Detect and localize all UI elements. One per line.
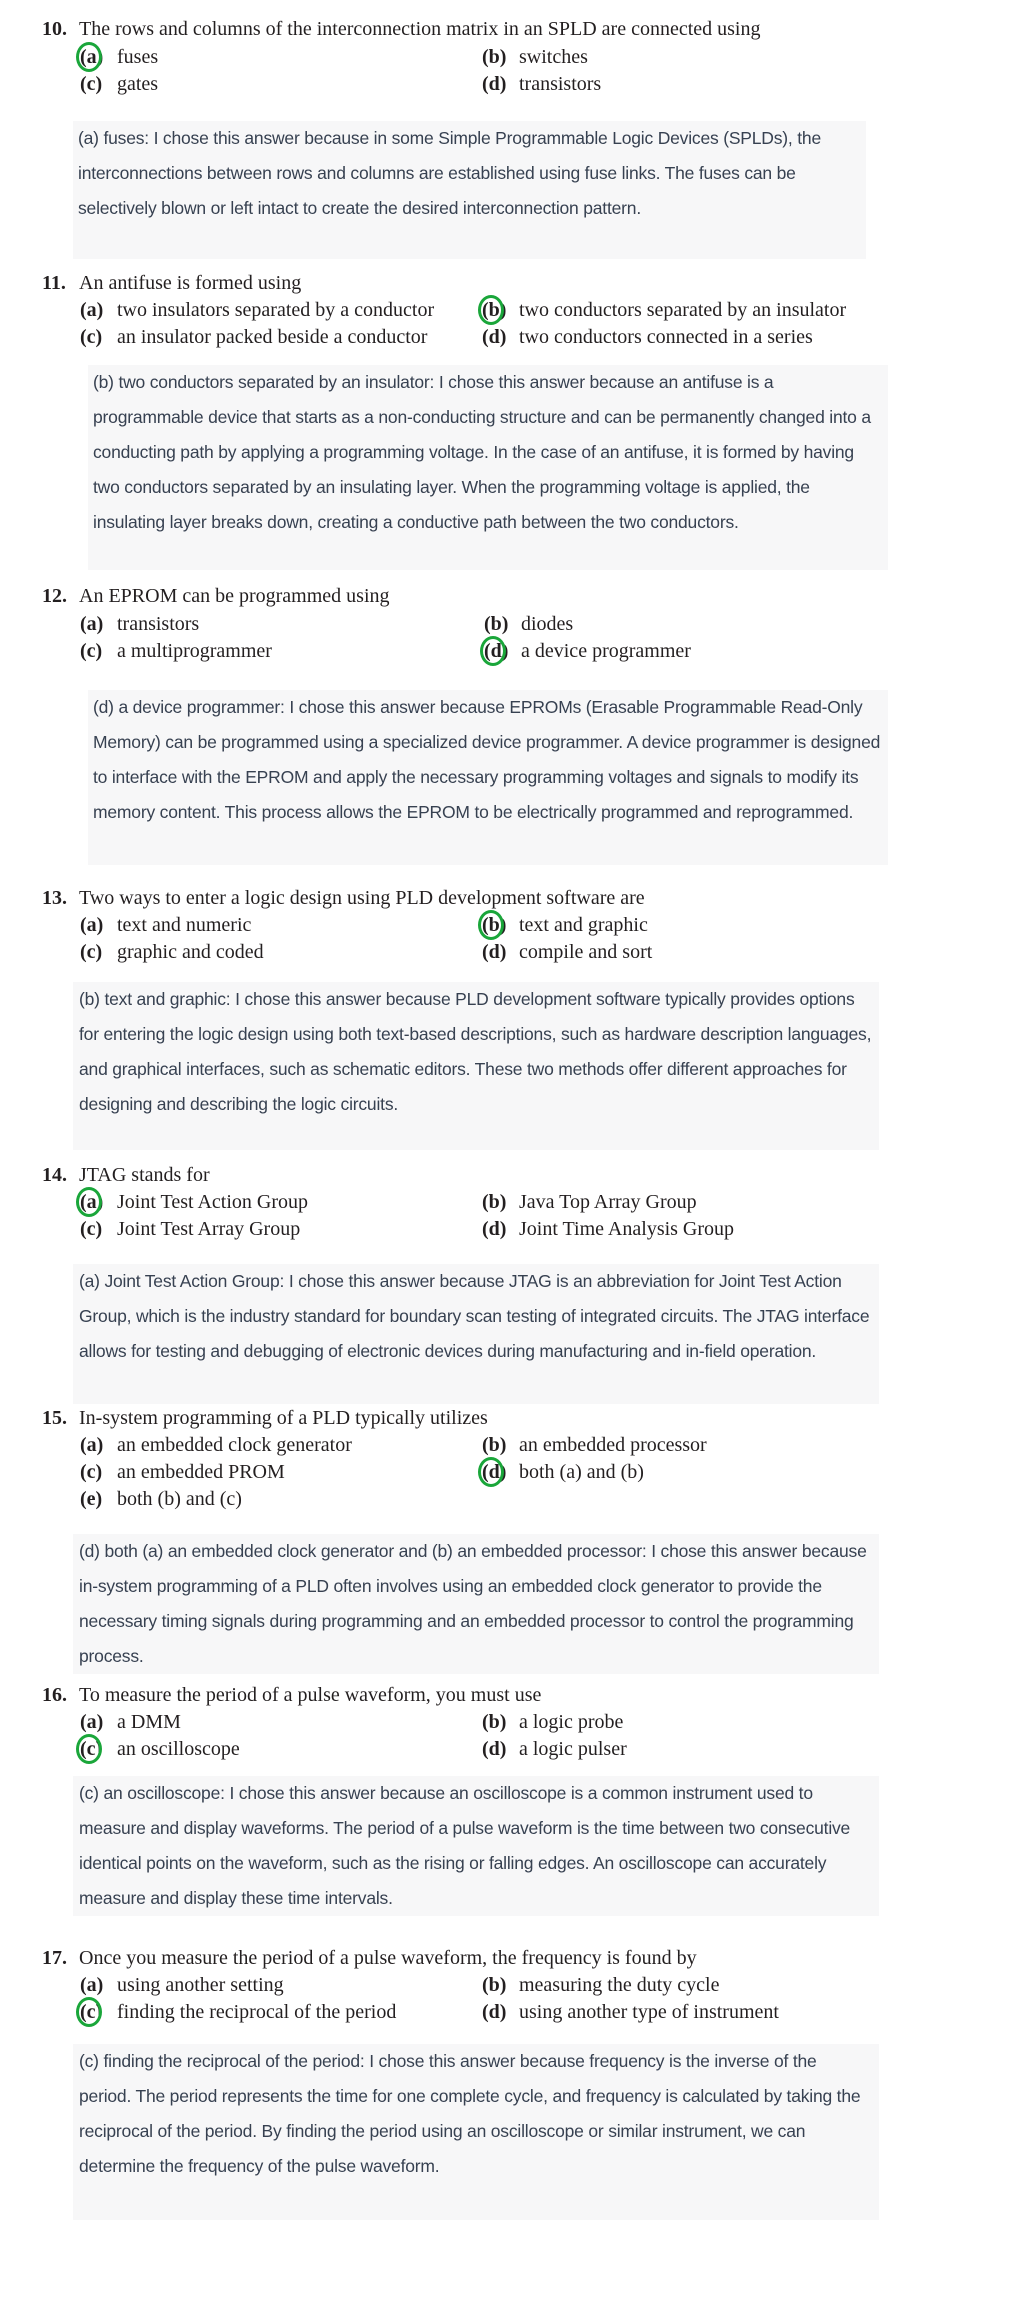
option-a[interactable] xyxy=(80,44,158,70)
option-label: (c) xyxy=(80,1999,117,2025)
option-a[interactable] xyxy=(80,297,434,323)
option-c[interactable] xyxy=(80,638,272,664)
option-label: (d) xyxy=(482,73,507,95)
option-b[interactable] xyxy=(482,1189,697,1215)
option-label: (b) xyxy=(482,1191,507,1213)
option-text: Joint Test Action Group xyxy=(117,1191,309,1213)
option-label: (c) xyxy=(80,73,103,95)
option-d[interactable] xyxy=(482,1459,644,1485)
question-number: 16. xyxy=(42,1684,67,1706)
question-text: An EPROM can be programmed using xyxy=(79,585,390,607)
option-c[interactable] xyxy=(80,939,264,965)
option-b[interactable] xyxy=(482,912,648,938)
option-text: a logic probe xyxy=(519,1711,624,1733)
option-label: (b) xyxy=(482,1974,507,1996)
option-d[interactable] xyxy=(482,1999,779,2025)
option-label: (d) xyxy=(482,1738,507,1760)
explanation-box: (b) text and graphic: I chose this answer because PLD development software typically provides options for entering the logic design using both text-based descriptions, such as hardware description languages, and graphical interfaces, such as schematic editors. These two methods offer different approaches for designing and describing the logic circuits. xyxy=(73,982,879,1150)
option-label: (d) xyxy=(482,1218,507,1240)
question-stem xyxy=(42,1945,697,1971)
option-a[interactable] xyxy=(80,1709,181,1735)
option-d[interactable] xyxy=(482,1736,627,1762)
option-text: a multiprogrammer xyxy=(117,640,272,662)
option-a[interactable] xyxy=(80,1972,284,1998)
option-b[interactable] xyxy=(482,1972,720,1998)
question-number: 10. xyxy=(42,18,67,40)
option-label: (a) xyxy=(80,1434,104,1456)
explanation-box: (a) fuses: I chose this answer because in some Simple Programmable Logic Devices (SPLDs), the interconnections between rows and columns are established using fuse links. The fuses can be selectively blown or left intact to create the desired interconnection pattern. xyxy=(73,121,866,259)
option-text: two insulators separated by a conductor xyxy=(117,299,435,321)
explanation-box: (c) finding the reciprocal of the period: I chose this answer because frequency is the inverse of the period. The period represents the time for one complete cycle, and frequency is calculated by taking the reciprocal of the period. By finding the period using an oscilloscope or similar instrument, we can determine the frequency of the pulse waveform. xyxy=(73,2044,879,2220)
option-d[interactable] xyxy=(482,939,652,965)
option-text: using another setting xyxy=(117,1974,284,1996)
option-b[interactable] xyxy=(484,611,573,637)
option-b[interactable] xyxy=(482,1432,707,1458)
option-text: both (a) and (b) xyxy=(519,1461,644,1483)
explanation-box: (a) Joint Test Action Group: I chose this answer because JTAG is an abbreviation for Joint Test Action Group, which is the industry standard for boundary scan testing of integrated circuits. The JTAG interface allows for testing and debugging of electronic devices during manufacturing and in-field operation. xyxy=(73,1264,879,1404)
option-c[interactable] xyxy=(80,1459,285,1485)
option-c[interactable] xyxy=(80,71,158,97)
question-number: 11. xyxy=(42,272,66,294)
option-text: graphic and coded xyxy=(117,941,264,963)
option-text: text and graphic xyxy=(519,914,648,936)
question-number: 17. xyxy=(42,1947,67,1969)
option-text: finding the reciprocal of the period xyxy=(117,2001,397,2023)
explanation-box: (c) an oscilloscope: I chose this answer because an oscilloscope is a common instrument used to measure and display waveforms. The period of a pulse waveform is the time between two consecutive identical points on the waveform, such as the rising or falling edges. An oscilloscope can accurately measure and display these time intervals. xyxy=(73,1776,879,1916)
option-b[interactable] xyxy=(482,297,846,323)
option-text: Joint Time Analysis Group xyxy=(519,1218,735,1240)
question-stem xyxy=(42,1162,210,1188)
question-text: JTAG stands for xyxy=(79,1164,210,1186)
option-text: two conductors connected in a series xyxy=(519,326,813,348)
option-label: (d) xyxy=(482,941,507,963)
option-d[interactable] xyxy=(482,71,601,97)
option-label: (a) xyxy=(80,1189,117,1215)
option-text: Joint Test Array Group xyxy=(117,1218,301,1240)
option-label: (c) xyxy=(80,941,103,963)
option-label: (d) xyxy=(482,2001,507,2023)
option-text: transistors xyxy=(519,73,602,95)
option-text: an embedded clock generator xyxy=(117,1434,352,1456)
option-text: compile and sort xyxy=(519,941,653,963)
option-c[interactable] xyxy=(80,1999,396,2025)
option-label: (c) xyxy=(80,1461,103,1483)
question-text: Two ways to enter a logic design using PLD development software are xyxy=(79,887,645,909)
option-b[interactable] xyxy=(482,1709,623,1735)
option-label: (b) xyxy=(482,912,519,938)
question-text: Once you measure the period of a pulse waveform, the frequency is found by xyxy=(79,1947,697,1969)
option-label: (b) xyxy=(482,1711,507,1733)
question-stem xyxy=(42,885,645,911)
question-stem xyxy=(42,270,301,296)
question-text: In-system programming of a PLD typically utilizes xyxy=(79,1407,488,1429)
option-text: using another type of instrument xyxy=(519,2001,779,2023)
option-text: an embedded processor xyxy=(519,1434,707,1456)
question-stem xyxy=(42,1682,541,1708)
option-a[interactable] xyxy=(80,611,199,637)
option-b[interactable] xyxy=(482,44,588,70)
option-a[interactable] xyxy=(80,912,251,938)
option-label: (a) xyxy=(80,613,104,635)
option-d[interactable] xyxy=(482,1216,734,1242)
option-c[interactable] xyxy=(80,324,427,350)
option-label: (b) xyxy=(482,1434,507,1456)
option-text: a logic pulser xyxy=(519,1738,627,1760)
option-c[interactable] xyxy=(80,1216,300,1242)
option-text: an insulator packed beside a conductor xyxy=(117,326,428,348)
explanation-box: (d) a device programmer: I chose this answer because EPROMs (Erasable Programmable Read-Only Memory) can be programmed using a specialized device programmer. A device programmer is designed to interface with the EPROM and apply the necessary programming voltages and signals to modify its memory content. This process allows the EPROM to be electrically programmed and reprogrammed. xyxy=(88,690,888,865)
option-label: (e) xyxy=(80,1488,103,1510)
option-a[interactable] xyxy=(80,1189,308,1215)
option-label: (a) xyxy=(80,1711,104,1733)
option-text: transistors xyxy=(117,613,200,635)
option-label: (a) xyxy=(80,299,104,321)
option-label: (d) xyxy=(482,1459,519,1485)
option-text: a device programmer xyxy=(521,640,691,662)
option-a[interactable] xyxy=(80,1432,352,1458)
option-text: a DMM xyxy=(117,1711,181,1733)
question-number: 15. xyxy=(42,1407,67,1429)
option-label: (c) xyxy=(80,326,103,348)
option-text: fuses xyxy=(117,46,159,68)
question-stem xyxy=(42,16,760,42)
option-text: diodes xyxy=(521,613,574,635)
option-d[interactable] xyxy=(484,638,691,664)
option-text: Java Top Array Group xyxy=(519,1191,697,1213)
question-stem xyxy=(42,1405,488,1431)
option-text: both (b) and (c) xyxy=(117,1488,242,1510)
option-label: (c) xyxy=(80,1736,117,1762)
option-text: an oscilloscope xyxy=(117,1738,240,1760)
option-text: gates xyxy=(117,73,159,95)
option-label: (a) xyxy=(80,44,117,70)
option-c[interactable] xyxy=(80,1736,240,1762)
option-label: (d) xyxy=(484,638,521,664)
question-number: 12. xyxy=(42,585,67,607)
question-text: An antifuse is formed using xyxy=(79,272,302,294)
option-text: switches xyxy=(519,46,588,68)
option-text: text and numeric xyxy=(117,914,252,936)
option-label: (c) xyxy=(80,640,103,662)
explanation-box: (d) both (a) an embedded clock generator and (b) an embedded processor: I chose this answer because in-system programming of a PLD often involves using an embedded clock generator to provide the necessary timing signals during programming and an embedded processor to control the programming process. xyxy=(73,1534,879,1674)
question-number: 13. xyxy=(42,887,67,909)
question-stem xyxy=(42,583,390,609)
option-text: measuring the duty cycle xyxy=(519,1974,720,1996)
option-label: (d) xyxy=(482,326,507,348)
option-text: an embedded PROM xyxy=(117,1461,285,1483)
question-text: To measure the period of a pulse waveform, you must use xyxy=(79,1684,542,1706)
explanation-box: (b) two conductors separated by an insulator: I chose this answer because an antifuse is a programmable device that starts as a non-conducting structure and can be permanently changed into a conducting path by applying a programming voltage. In the case of an antifuse, it is formed by having two conductors separated by an insulating layer. When the programming voltage is applied, the insulating layer breaks down, creating a conductive path between the two conductors. xyxy=(88,365,888,570)
option-e[interactable] xyxy=(80,1486,242,1512)
option-label: (a) xyxy=(80,1974,104,1996)
option-text: two conductors separated by an insulator xyxy=(519,299,847,321)
option-d[interactable] xyxy=(482,324,813,350)
option-label: (c) xyxy=(80,1218,103,1240)
option-label: (b) xyxy=(482,46,507,68)
question-text: The rows and columns of the interconnection matrix in an SPLD are connected using xyxy=(79,18,761,40)
question-number: 14. xyxy=(42,1164,67,1186)
option-label: (b) xyxy=(482,297,519,323)
option-label: (b) xyxy=(484,613,509,635)
option-label: (a) xyxy=(80,914,104,936)
